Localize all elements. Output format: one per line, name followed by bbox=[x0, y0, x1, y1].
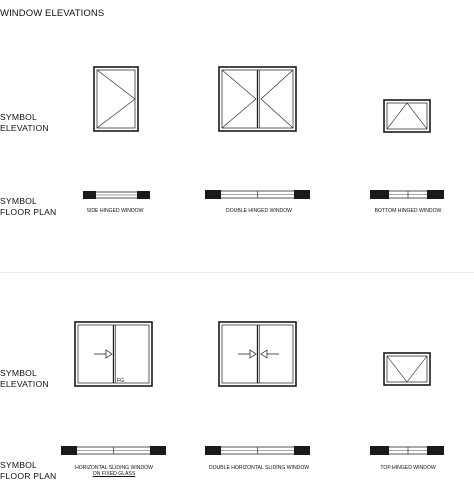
side-hinged-window-elevation bbox=[94, 67, 138, 131]
bottom-hinged-window-elevation bbox=[384, 100, 430, 132]
elevation-label: SYMBOL ELEVATION bbox=[0, 368, 49, 389]
fixed-glass-tag: FG bbox=[117, 378, 125, 384]
side-hinged-window-plan bbox=[83, 191, 150, 199]
page-title: WINDOW ELEVATIONS bbox=[0, 8, 105, 19]
top-hinged-window-plan bbox=[370, 446, 444, 455]
bottom-hinged-window-plan bbox=[370, 190, 444, 199]
horizontal-sliding-window-elevation bbox=[75, 322, 152, 386]
double-hinged-window-plan bbox=[205, 190, 310, 199]
floor-plan-label: SYMBOL FLOOR PLAN bbox=[0, 460, 57, 481]
window-caption: DOUBLE HINGED WINDOW bbox=[226, 208, 292, 214]
double-horizontal-sliding-window-elevation bbox=[219, 322, 296, 386]
elevation-label: SYMBOL ELEVATION bbox=[0, 112, 49, 133]
double-horizontal-sliding-window-plan bbox=[205, 446, 310, 455]
window-caption: TOP HINGED WINDOW bbox=[380, 465, 436, 471]
window-caption: SIDE HINGED WINDOW bbox=[86, 208, 144, 214]
window-caption: DOUBLE HORIZONTAL SLIDING WINDOW bbox=[208, 465, 310, 471]
window-caption: BOTTOM HINGED WINDOW bbox=[374, 208, 442, 214]
floor-plan-label: SYMBOL FLOOR PLAN bbox=[0, 196, 57, 217]
double-hinged-window-elevation bbox=[219, 67, 296, 131]
horizontal-sliding-window-plan bbox=[61, 446, 166, 455]
top-hinged-window-elevation bbox=[384, 353, 430, 385]
window-caption: HORIZONTAL SLIDING WINDOW ON FIXED GLASS bbox=[75, 465, 153, 478]
